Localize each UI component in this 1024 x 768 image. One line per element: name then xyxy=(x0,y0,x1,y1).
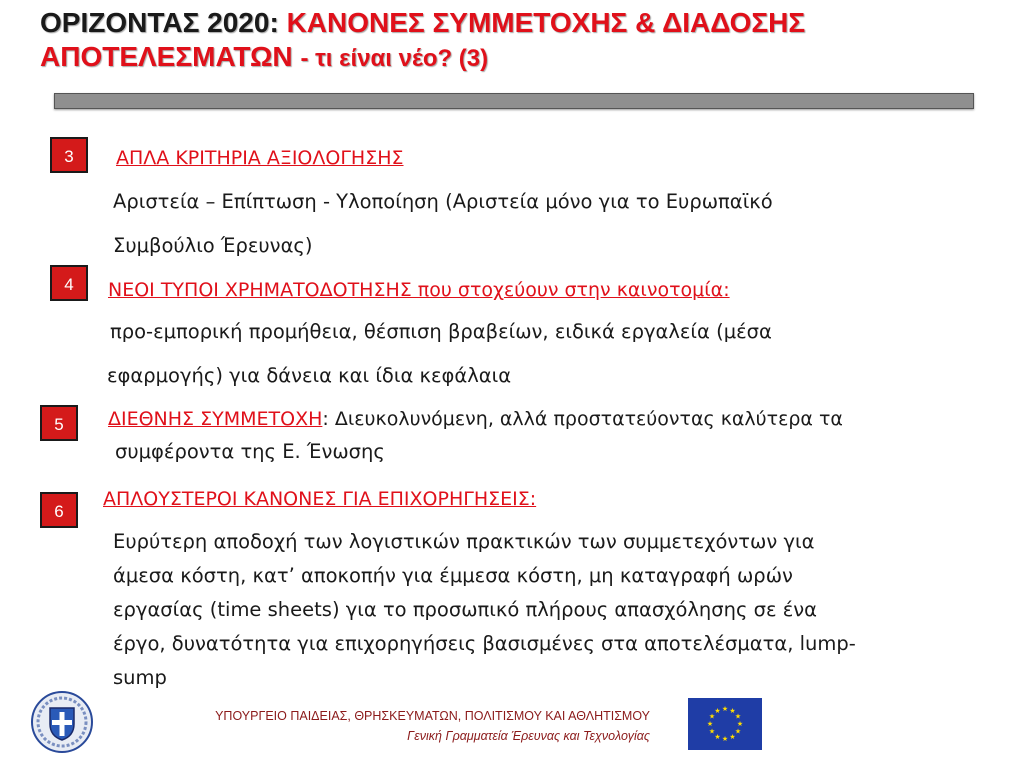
footer-ministry: ΥΠΟΥΡΓΕΙΟ ΠΑΙΔΕΙΑΣ, ΘΡΗΣΚΕΥΜΑΤΩΝ, ΠΟΛΙΤΙΣΜΟΥ ΚΑΙ ΑΘΛΗΤΙΣΜΟΥ xyxy=(215,709,650,723)
footer-text xyxy=(100,706,650,746)
greek-coat-of-arms-icon xyxy=(30,690,94,754)
svg-text:★: ★ xyxy=(734,712,742,721)
item-6-line-5: sump xyxy=(113,666,167,689)
item-5-heading-rest: : Διευκολυνόμενη, αλλά προστατεύοντας καλύτερα τα xyxy=(322,408,843,430)
item-3-line-1: Αριστεία – Επίπτωση - Υλοποίηση (Αριστεία μόνο για το Ευρωπαϊκό xyxy=(113,190,773,213)
item-5-heading: ΔΙΕΘΝΗΣ ΣΥΜΜΕΤΟΧΗ xyxy=(108,408,323,430)
item-5-heading-line xyxy=(108,407,843,431)
svg-text:★: ★ xyxy=(721,705,729,713)
eu-flag-icon xyxy=(688,698,762,750)
item-6-line-1: Ευρύτερη αποδοχή των λογιστικών πρακτικών των συμμετεχόντων για xyxy=(113,530,815,553)
item-number-badge-6: 6 xyxy=(40,492,78,528)
title-part-4: - τι είναι νέο? (3) xyxy=(300,45,489,72)
svg-text:★: ★ xyxy=(708,727,716,736)
item-4-line-2: εφαρμογής) για δάνεια και ίδια κεφάλαια xyxy=(107,364,512,387)
title-part-3: ΑΠΟΤΕΛΕΣΜΑΤΩΝ xyxy=(40,41,293,72)
item-5-line-1: συμφέροντα της Ε. Ένωσης xyxy=(115,440,385,463)
item-number-badge-3: 3 xyxy=(50,137,88,173)
svg-text:★: ★ xyxy=(714,733,721,741)
item-number-badge-4: 4 xyxy=(50,265,88,301)
svg-text:★: ★ xyxy=(729,707,736,715)
item-number-badge-5: 5 xyxy=(40,405,78,441)
item-6-line-4: έργο, δυνατότητα για επιχορηγήσεις βασισμένες στα αποτελέσματα, lump- xyxy=(113,632,856,655)
svg-text:★: ★ xyxy=(734,727,742,736)
item-3-line-2: Συμβούλιο Έρευνας) xyxy=(113,234,313,257)
title-divider-bar xyxy=(54,93,974,109)
footer-secretariat: Γενική Γραμματεία Έρευνας και Τεχνολογίας xyxy=(407,729,650,743)
item-6-line-3: εργασίας (time sheets) για το προσωπικό πλήρους απασχόλησης σε ένα xyxy=(113,598,818,621)
svg-text:★: ★ xyxy=(736,720,744,728)
item-6-heading: ΑΠΛΟΥΣΤΕΡΟΙ ΚΑΝΟΝΕΣ ΓΙΑ ΕΠΙΧΟΡΗΓΗΣΕΙΣ: xyxy=(103,488,537,510)
item-3-heading: ΑΠΛΑ ΚΡΙΤΗΡΙΑ ΑΞΙΟΛΟΓΗΣΗΣ xyxy=(116,147,404,169)
svg-text:★: ★ xyxy=(708,712,716,721)
title-part-2: ΚΑΝΟΝΕΣ ΣΥΜΜΕΤΟΧΗΣ & ΔΙΑΔΟΣΗΣ xyxy=(286,7,806,38)
item-4-line-1: προ-εμπορική προμήθεια, θέσπιση βραβείων, ειδικά εργαλεία (μέσα xyxy=(110,320,772,343)
slide-title xyxy=(40,6,1000,76)
item-6-line-2: άμεσα κόστη, κατ’ αποκοπήν για έμμεσα κόστη, μη καταγραφή ωρών xyxy=(113,564,793,587)
svg-text:★: ★ xyxy=(714,707,721,715)
svg-text:★: ★ xyxy=(706,720,714,728)
svg-text:★: ★ xyxy=(729,733,736,741)
svg-text:★: ★ xyxy=(721,735,729,743)
title-part-1: ΟΡΙΖΟΝΤΑΣ 2020: xyxy=(40,7,279,38)
item-4-heading: ΝΕΟΙ ΤΥΠΟΙ ΧΡΗΜΑΤΟΔΟΤΗΣΗΣ που στοχεύουν στην καινοτομία: xyxy=(108,279,730,301)
